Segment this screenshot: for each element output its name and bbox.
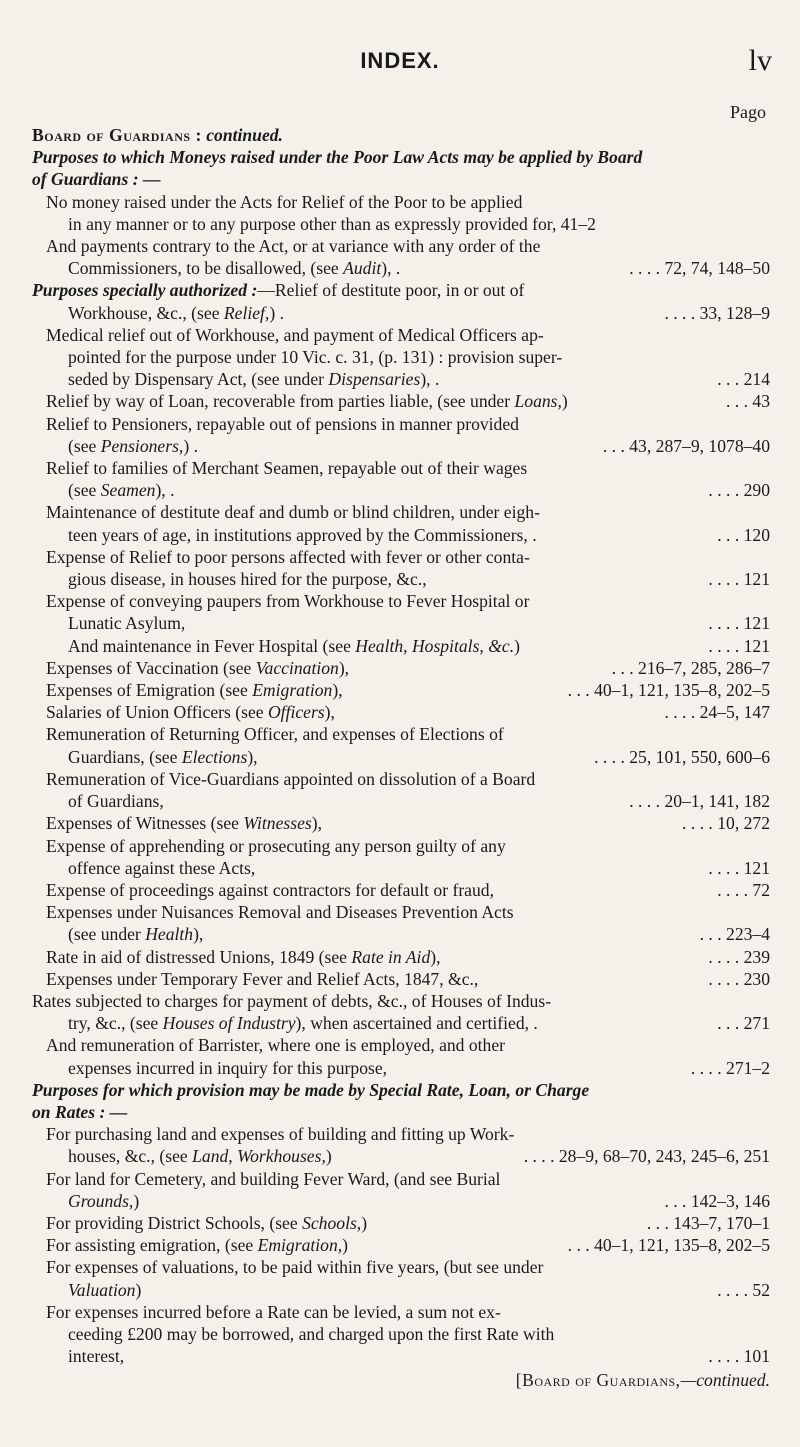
entry-text: try, &c., (see bbox=[68, 1013, 163, 1034]
entry-text-end: ), bbox=[338, 657, 350, 678]
index-entry bbox=[32, 302, 770, 324]
index-entry bbox=[32, 279, 770, 301]
index-entry bbox=[32, 435, 770, 457]
entry-text: Guardians, (see bbox=[68, 746, 182, 767]
index-line bbox=[32, 213, 770, 235]
page-reference: . . . 142–3, 146 bbox=[658, 1190, 770, 1212]
entry-text-end: ) . bbox=[269, 302, 284, 323]
entry-text-end: ), bbox=[430, 946, 441, 967]
section-heading-label: Board of Guardians : bbox=[32, 125, 202, 145]
entry-reference: Relief, bbox=[223, 302, 270, 323]
index-line bbox=[32, 990, 770, 1012]
entry-text: Salaries of Union Officers (see bbox=[46, 702, 268, 723]
page-reference: . . . . 20–1, 141, 182 bbox=[623, 790, 770, 812]
entry-text-end: ) bbox=[342, 1235, 349, 1256]
entry-text: of Guardians, bbox=[68, 791, 164, 812]
page-reference: . . . . 10, 272 bbox=[676, 812, 770, 834]
entry-text: seded by Dispensary Act, (see under bbox=[68, 369, 329, 390]
page-reference: . . . 40–1, 121, 135–8, 202–5 bbox=[562, 679, 770, 701]
entry-reference: Purposes specially authorized : bbox=[32, 280, 258, 301]
continuation-footer bbox=[32, 1367, 770, 1391]
index-line bbox=[32, 901, 770, 923]
entry-text-end: —Relief of destitute poor, in or out of bbox=[257, 280, 525, 301]
footer-label: [Board of Guardians, bbox=[515, 1370, 681, 1391]
index-line bbox=[32, 768, 770, 790]
index-entry bbox=[32, 368, 770, 390]
page-reference: . . . . 121 bbox=[702, 612, 770, 634]
index-line-text: Expenses under Nuisances Removal and Diseases Prevention Acts bbox=[46, 902, 514, 923]
entry-text-end: ), bbox=[247, 746, 258, 767]
entry-text-end: ) bbox=[561, 391, 568, 412]
entry-text: Expenses under Temporary Fever and Relief Acts, 1847, &c., bbox=[46, 968, 479, 989]
entry-reference: Land, Workhouses, bbox=[192, 1146, 326, 1167]
entry-text-end: ) bbox=[514, 635, 520, 656]
index-line bbox=[32, 324, 770, 346]
entry-text: offence against these Acts, bbox=[68, 857, 256, 878]
entry-text: For assisting emigration, (see bbox=[46, 1235, 258, 1256]
index-entry bbox=[32, 568, 770, 590]
index-entry bbox=[32, 1012, 770, 1034]
index-line bbox=[32, 235, 770, 257]
entry-reference: Valuation bbox=[68, 1279, 136, 1300]
entry-reference: Rate in Aid bbox=[351, 946, 431, 967]
index-line-text: For purchasing land and expenses of building and fitting up Work- bbox=[46, 1124, 515, 1145]
index-line bbox=[32, 546, 770, 568]
entry-text: Relief by way of Loan, recoverable from parties liable, (see under bbox=[46, 391, 515, 412]
index-entry bbox=[32, 257, 770, 279]
section-heading bbox=[32, 124, 770, 146]
entry-text: houses, &c., (see bbox=[68, 1146, 193, 1167]
index-entry bbox=[32, 790, 770, 812]
index-line bbox=[32, 1256, 770, 1278]
entry-reference: Health, Hospitals, &c. bbox=[355, 635, 515, 656]
page-reference: . . . . 121 bbox=[702, 568, 770, 590]
entry-reference: Audit bbox=[343, 258, 382, 279]
index-line-text: No money raised under the Acts for Relief of the Poor to be applied bbox=[46, 191, 523, 212]
page-reference: . . . 143–7, 170–1 bbox=[641, 1212, 770, 1234]
index-entry bbox=[32, 635, 770, 657]
purposes-heading bbox=[32, 146, 770, 168]
purposes-heading-text: on Rates : — bbox=[32, 1101, 128, 1122]
purposes-heading-text: Purposes to which Moneys raised under the Poor Law Acts may be applied by Board bbox=[32, 147, 643, 168]
index-line-text: And remuneration of Barrister, where one is employed, and other bbox=[46, 1035, 506, 1056]
entry-text: expenses incurred in inquiry for this purpose, bbox=[68, 1057, 388, 1078]
entry-text: (see under bbox=[68, 924, 146, 945]
page-reference: . . . 120 bbox=[711, 524, 770, 546]
page-reference: . . . 223–4 bbox=[694, 923, 770, 945]
purposes-heading bbox=[32, 168, 770, 190]
entry-text-end: ) bbox=[325, 1146, 332, 1167]
index-line-text: Relief to Pensioners, repayable out of pensions in manner provided bbox=[46, 413, 519, 434]
running-title: INDEX. bbox=[360, 48, 440, 73]
entry-text-end: ), bbox=[332, 680, 343, 701]
entry-text-end: ), . bbox=[420, 369, 440, 390]
entry-reference: Pensioners, bbox=[100, 435, 184, 456]
entry-text: For providing District Schools, (see bbox=[46, 1212, 303, 1233]
entry-text: teen years of age, in institutions approved by the Commissioners, . bbox=[68, 524, 537, 545]
index-line bbox=[32, 1323, 770, 1345]
index-line bbox=[32, 413, 770, 435]
index-entry bbox=[32, 612, 770, 634]
page-reference: . . . . 121 bbox=[702, 857, 770, 879]
index-entry bbox=[32, 923, 770, 945]
entry-text-end: ) bbox=[135, 1279, 142, 1300]
index-line bbox=[32, 457, 770, 479]
index-entry bbox=[32, 679, 770, 701]
entry-reference: Witnesses bbox=[243, 813, 312, 834]
page-reference: . . . . 33, 128–9 bbox=[658, 302, 770, 324]
entry-text: And maintenance in Fever Hospital (see bbox=[68, 635, 356, 656]
index-entry bbox=[32, 1234, 770, 1256]
page-reference: . . . 43 bbox=[720, 390, 770, 412]
entry-text-end: ) bbox=[361, 1212, 368, 1233]
index-entry bbox=[32, 857, 770, 879]
index-entry bbox=[32, 812, 770, 834]
index-entry bbox=[32, 657, 770, 679]
page-reference: . . . 216–7, 285, 286–7 bbox=[606, 657, 770, 679]
index-line-text: pointed for the purpose under 10 Vic. c. 31, (p. 131) : provision super- bbox=[68, 347, 563, 368]
index-line-text: Expense of apprehending or prosecuting any person guilty of any bbox=[46, 835, 506, 856]
page-reference: . . . . 230 bbox=[702, 968, 770, 990]
entry-reference: Vaccination bbox=[255, 657, 339, 678]
entry-text-end: ) . bbox=[183, 435, 198, 456]
index-line-text: in any manner or to any purpose other than as expressly provided for, 41–2 bbox=[68, 213, 596, 234]
purposes-heading-text: of Guardians : — bbox=[32, 169, 161, 190]
index-line-text: Relief to families of Merchant Seamen, repayable out of their wages bbox=[46, 458, 528, 479]
index-entry bbox=[32, 479, 770, 501]
index-line bbox=[32, 1168, 770, 1190]
index-line-text: ceeding £200 may be borrowed, and charged upon the first Rate with bbox=[68, 1323, 555, 1344]
index-line bbox=[32, 723, 770, 745]
index-entry bbox=[32, 524, 770, 546]
index-line bbox=[32, 346, 770, 368]
entry-text: Expense of proceedings against contractors for default or fraud, bbox=[46, 879, 494, 900]
index-line bbox=[32, 501, 770, 523]
index-line-text: Expense of conveying paupers from Workhouse to Fever Hospital or bbox=[46, 591, 530, 612]
index-line-text: For land for Cemetery, and building Fever Ward, (and see Burial bbox=[46, 1168, 501, 1189]
entry-reference: Dispensaries bbox=[328, 369, 421, 390]
entry-text-end: ) bbox=[133, 1190, 140, 1211]
index-line-text: Rates subjected to charges for payment of debts, &c., of Houses of Indus- bbox=[32, 990, 552, 1011]
page-reference: . . . . 25, 101, 550, 600–6 bbox=[588, 746, 770, 768]
entry-reference: Elections bbox=[181, 746, 248, 767]
purposes-heading-text: Purposes for which provision may be made by Special Rate, Loan, or Charge bbox=[32, 1079, 590, 1100]
index-entry bbox=[32, 1345, 770, 1367]
page-reference: . . . . 121 bbox=[702, 635, 770, 657]
page-number: lv bbox=[748, 44, 772, 77]
index-entry bbox=[32, 746, 770, 768]
index-line-text: And payments contrary to the Act, or at variance with any order of the bbox=[46, 236, 541, 257]
entry-reference: Emigration bbox=[252, 680, 333, 701]
entry-reference: Houses of Industry bbox=[162, 1013, 296, 1034]
entry-text: Workhouse, &c., (see bbox=[68, 302, 224, 323]
index-entry bbox=[32, 879, 770, 901]
entry-text-end: ), . bbox=[381, 258, 401, 279]
entry-text: Expenses of Witnesses (see bbox=[46, 813, 244, 834]
index-line bbox=[32, 1034, 770, 1056]
index-entry bbox=[32, 946, 770, 968]
page-header bbox=[0, 44, 800, 88]
entry-reference: Schools, bbox=[302, 1212, 362, 1233]
entry-reference: Seamen bbox=[100, 480, 156, 501]
page-reference: . . . . 239 bbox=[702, 946, 770, 968]
purposes-heading bbox=[32, 1101, 770, 1123]
index-line bbox=[32, 1301, 770, 1323]
section-continued: continued. bbox=[206, 125, 283, 145]
index-entries bbox=[32, 124, 770, 1392]
index-entry bbox=[32, 1279, 770, 1301]
entry-text-end: ), . bbox=[155, 480, 175, 501]
index-line bbox=[32, 191, 770, 213]
page-reference: . . . . 72, 74, 148–50 bbox=[623, 257, 770, 279]
index-entry bbox=[32, 1145, 770, 1167]
page-reference: . . . 43, 287–9, 1078–40 bbox=[597, 435, 770, 457]
index-entry bbox=[32, 701, 770, 723]
index-line-text: For expenses of valuations, to be paid within five years, (but see under bbox=[46, 1257, 544, 1278]
entry-reference: Health bbox=[145, 924, 194, 945]
page-reference: . . . 40–1, 121, 135–8, 202–5 bbox=[562, 1234, 770, 1256]
entry-text: Expenses of Vaccination (see bbox=[46, 657, 256, 678]
index-line-text: Maintenance of destitute deaf and dumb or blind children, under eigh- bbox=[46, 502, 540, 523]
index-line-text: Remuneration of Vice-Guardians appointed on dissolution of a Board bbox=[46, 768, 536, 789]
entry-text-end: ), bbox=[324, 702, 335, 723]
page-reference: . . . . 271–2 bbox=[685, 1057, 770, 1079]
entry-text: Expenses of Emigration (see bbox=[46, 680, 253, 701]
entry-reference: Grounds, bbox=[68, 1190, 134, 1211]
page-reference: . . . . 52 bbox=[711, 1279, 770, 1301]
page-reference: . . . . 72 bbox=[711, 879, 770, 901]
entry-text: interest, bbox=[68, 1346, 125, 1367]
index-entry bbox=[32, 390, 770, 412]
index-entry bbox=[32, 968, 770, 990]
page-reference: . . . . 290 bbox=[702, 479, 770, 501]
index-entry bbox=[32, 1190, 770, 1212]
entry-reference: Loans, bbox=[514, 391, 562, 412]
entry-text: Commissioners, to be disallowed, (see bbox=[68, 258, 344, 279]
entry-text: gious disease, in houses hired for the purpose, &c., bbox=[68, 569, 427, 590]
page-reference: . . . 214 bbox=[711, 368, 770, 390]
purposes-heading bbox=[32, 1079, 770, 1101]
page-reference: . . . . 24–5, 147 bbox=[658, 701, 770, 723]
page-reference: . . . 271 bbox=[711, 1012, 770, 1034]
entry-text: (see bbox=[68, 435, 101, 456]
index-line bbox=[32, 835, 770, 857]
index-line-text: Medical relief out of Workhouse, and payment of Medical Officers ap- bbox=[46, 324, 544, 345]
index-entry bbox=[32, 1057, 770, 1079]
entry-text-end: ), bbox=[193, 924, 204, 945]
entry-text-end: ), when ascertained and certified, . bbox=[295, 1013, 538, 1034]
index-line-text: Remuneration of Returning Officer, and expenses of Elections of bbox=[46, 724, 504, 745]
index-line-text: Expense of Relief to poor persons affected with fever or other conta- bbox=[46, 546, 530, 567]
entry-text: (see bbox=[68, 480, 101, 501]
footer-continued: —continued. bbox=[680, 1370, 770, 1391]
index-line-text: For expenses incurred before a Rate can be levied, a sum not ex- bbox=[46, 1301, 501, 1322]
page-column-label: Pago bbox=[730, 102, 766, 122]
index-line bbox=[32, 1123, 770, 1145]
entry-reference: Officers bbox=[267, 702, 325, 723]
entry-text: Rate in aid of distressed Unions, 1849 (see bbox=[46, 946, 352, 967]
index-line bbox=[32, 590, 770, 612]
page-reference: . . . . 28–9, 68–70, 243, 245–6, 251 bbox=[518, 1145, 770, 1167]
index-entry bbox=[32, 1212, 770, 1234]
entry-reference: Emigration, bbox=[257, 1235, 343, 1256]
page-reference: . . . . 101 bbox=[702, 1345, 770, 1367]
entry-text: Lunatic Asylum, bbox=[68, 613, 186, 634]
entry-text-end: ), bbox=[311, 813, 323, 834]
